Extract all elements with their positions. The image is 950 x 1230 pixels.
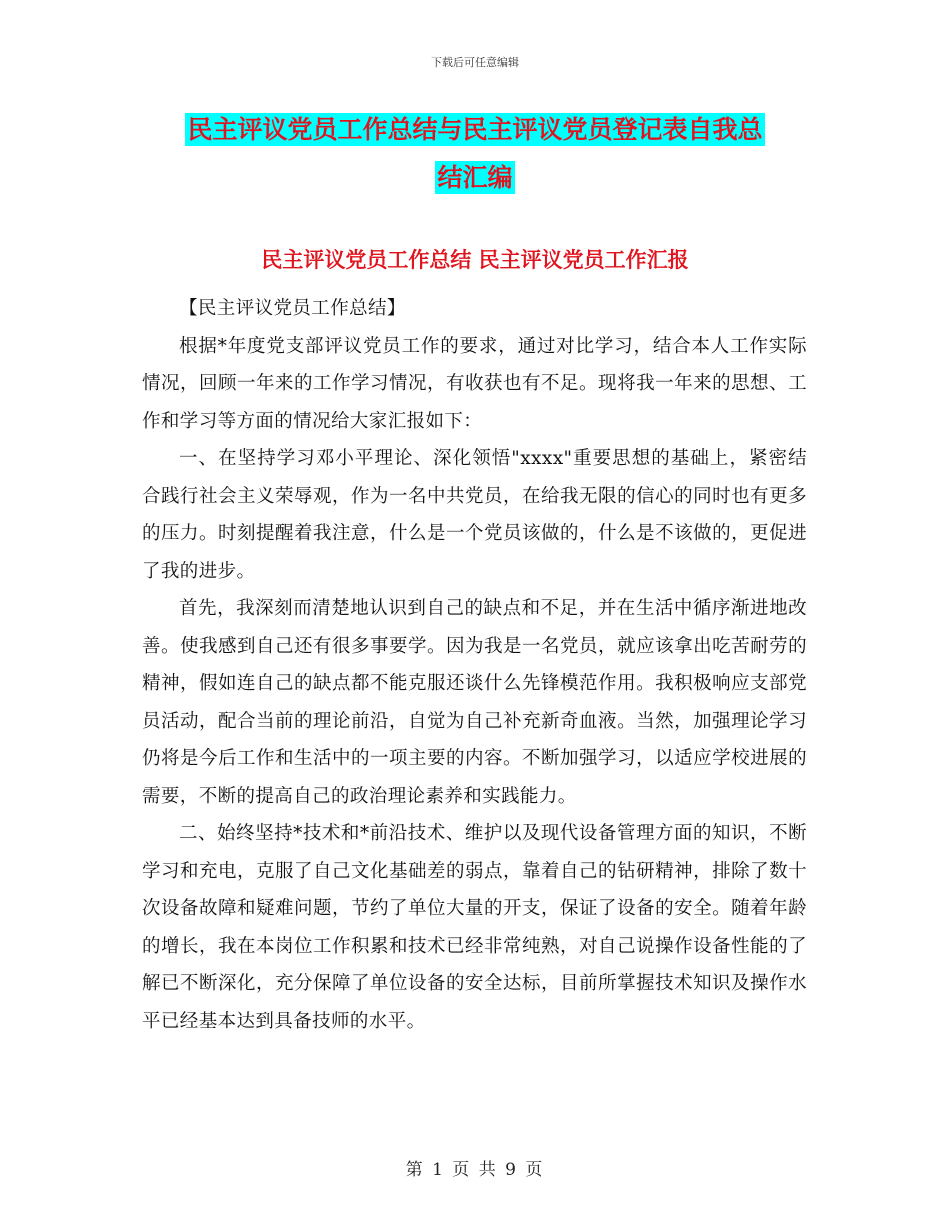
document-body — [142, 290, 807, 1040]
page-footer: 第 1 页 共 9 页 — [405, 1160, 545, 1180]
document-title — [150, 106, 800, 202]
header-note: 下载后可任意编辑 — [431, 56, 519, 69]
document-title-line1: 民主评议党员工作总结与民主评议党员登记表自我总 — [187, 115, 763, 144]
document-title-line2: 结汇编 — [437, 163, 513, 192]
paragraph: 一、在坚持学习邓小平理论、深化领悟"xxxx"重要思想的基础上，紧密结合践行社会主义荣辱观，作为一名中共党员，在给我无限的信心的同时也有更多的压力。时刻提醒着我注意，什么是一个党员该做的，什么是不该做的，更促进了我的进步。 — [142, 448, 807, 582]
paragraph: 二、始终坚持*技术和*前沿技术、维护以及现代设备管理方面的知识，不断学习和充电，克服了自己文化基础差的弱点，靠着自己的钻研精神，排除了数十次设备故障和疑难问题，节约了单位大量的开支，保证了设备的安全。随着年龄的增长，我在本岗位工作积累和技术已经非常纯熟，对自己说操作设备性能的了解已不断深化，充分保障了单位设备的安全达标，目前所掌握技术知识及操作水平已经基本达到具备技师的水平。 — [142, 823, 807, 1032]
paragraph-heading: 【民主评议党员工作总结】 — [179, 298, 406, 319]
section-title: 民主评议党员工作总结 民主评议党员工作汇报 — [261, 248, 689, 272]
paragraph: 首先，我深刻而清楚地认识到自己的缺点和不足，并在生活中循序渐进地改善。使我感到自己还有很多事要学。因为我是一名党员，就应该拿出吃苦耐劳的精神，假如连自己的缺点都不能克服还谈什么先锋模范作用。我积极响应支部党员活动，配合当前的理论前沿，自觉为自己补充新奇血液。当然，加强理论学习仍将是今后工作和生活中的一项主要的内容。不断加强学习，以适应学校进展的需要，不断的提高自己的政治理论素养和实践能力。 — [142, 598, 807, 807]
paragraph: 根据*年度党支部评议党员工作的要求，通过对比学习，结合本人工作实际情况，回顾一年来的工作学习情况，有收获也有不足。现将我一年来的思想、工作和学习等方面的情况给大家汇报如下： — [142, 335, 807, 432]
